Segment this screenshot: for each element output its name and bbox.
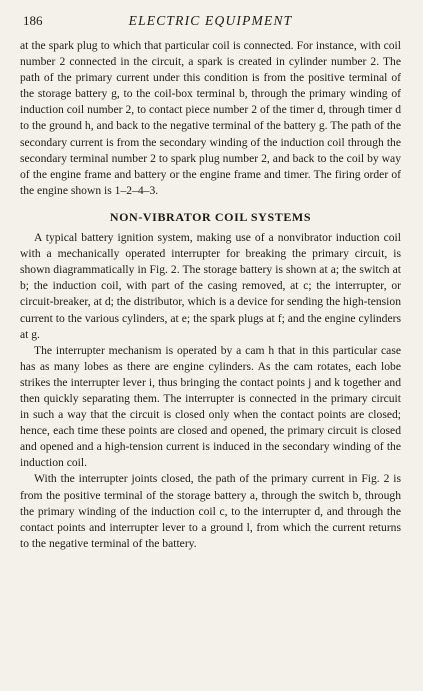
running-title: ELECTRIC EQUIPMENT bbox=[128, 13, 293, 28]
paragraph-continued: at the spark plug to which that particular coil is connected. For instance, with coil number 2 connected in the circuit, a spark is created in cylinder number 2. The path of the primary current under this condition is from the positive terminal of the storage battery g, to the coil-box terminal b, through the primary winding of induction coil number 2, to contact piece number 2 of the timer d, through timer d to the ground h, and back to the negative terminal of the battery g. The path of the secondary current is from the secondary winding of the induction coil through the secondary terminal number 2 to spark plug number 2, and back to the coil by way of the engine frame and battery or the engine frame and timer. The firing order of the engine shown is 1–2–4–3. bbox=[20, 39, 401, 197]
paragraph: A typical battery ignition system, making use of a nonvibrator induction coil with a mechanically operated interrupter for breaking the primary circuit, is shown diagrammatically in Fig. 2. The storage battery is shown at a; the switch at b; the induction coil, with part of the casing removed, at c; the interrupter, or circuit-breaker, at d; the distributor, which is a device for sending the high-tension current to the various cylinders, at e; the spark plugs at f; and the engine cylinders at g. bbox=[20, 231, 401, 341]
page-body bbox=[20, 38, 401, 552]
running-head bbox=[20, 10, 401, 32]
page-number: 186 bbox=[23, 13, 43, 28]
paragraph: The interrupter mechanism is operated by a cam h that in this particular case has as many lobes as there are engine cylinders. As the cam rotates, each lobe strikes the interrupter lever i, thus bringing the contact points j and k together and then quickly separating them. The interrupter is connected in the primary circuit in such a way that the circuit is closed only when the contact points are closed; hence, each time these points are closed and opened, the primary circuit is closed and opened and a high-tension current is induced in the secondary winding of the induction coil. bbox=[20, 343, 401, 470]
section-heading: NON-VIBRATOR COIL SYSTEMS bbox=[109, 209, 312, 224]
paragraph: With the interrupter joints closed, the path of the primary current in Fig. 2 is from the positive terminal of the storage battery a, through the switch b, through the primary winding of the induction coil c, to the interrupter d, and through the contact points and interrupter lever to a ground l, from which the current returns to the negative terminal of the battery. bbox=[20, 472, 401, 550]
